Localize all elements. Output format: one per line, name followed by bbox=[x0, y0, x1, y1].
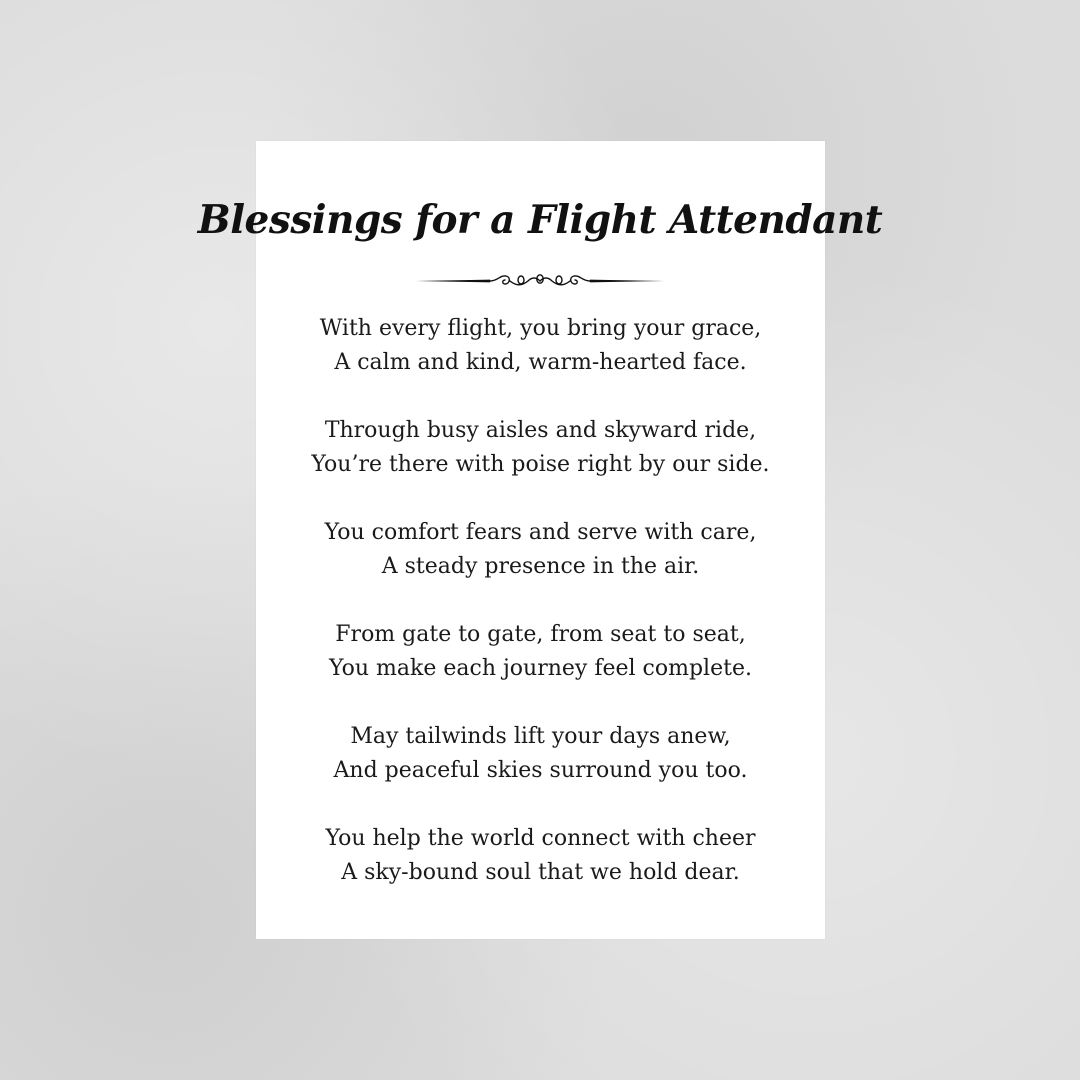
stanza bbox=[256, 720, 825, 788]
poem-line: A steady presence in the air. bbox=[381, 554, 700, 579]
stanza bbox=[256, 312, 825, 380]
poem-line: A sky-bound soul that we hold dear. bbox=[341, 860, 740, 885]
poem-body bbox=[256, 312, 825, 924]
stanza bbox=[256, 822, 825, 890]
flourish-divider-icon bbox=[414, 269, 666, 293]
poem-line: May tailwinds lift your days anew, bbox=[350, 724, 731, 749]
poem-line: Through busy aisles and skyward ride, bbox=[324, 418, 757, 443]
stanza bbox=[256, 414, 825, 482]
poem-line: You help the world connect with cheer bbox=[325, 826, 756, 851]
poem-line: You make each journey feel complete. bbox=[329, 656, 752, 681]
poem-line: With every flight, you bring your grace, bbox=[319, 316, 762, 341]
poem-line: And peaceful skies surround you too. bbox=[333, 758, 748, 783]
poem-line: You’re there with poise right by our side. bbox=[311, 452, 770, 477]
poem-line: A calm and kind, warm-hearted face. bbox=[334, 350, 747, 375]
poem-line: From gate to gate, from seat to seat, bbox=[335, 622, 746, 647]
poem-title: Blessings for a Flight Attendant bbox=[197, 197, 883, 243]
poem-line: You comfort fears and serve with care, bbox=[324, 520, 757, 545]
stanza bbox=[256, 516, 825, 584]
stanza bbox=[256, 618, 825, 686]
